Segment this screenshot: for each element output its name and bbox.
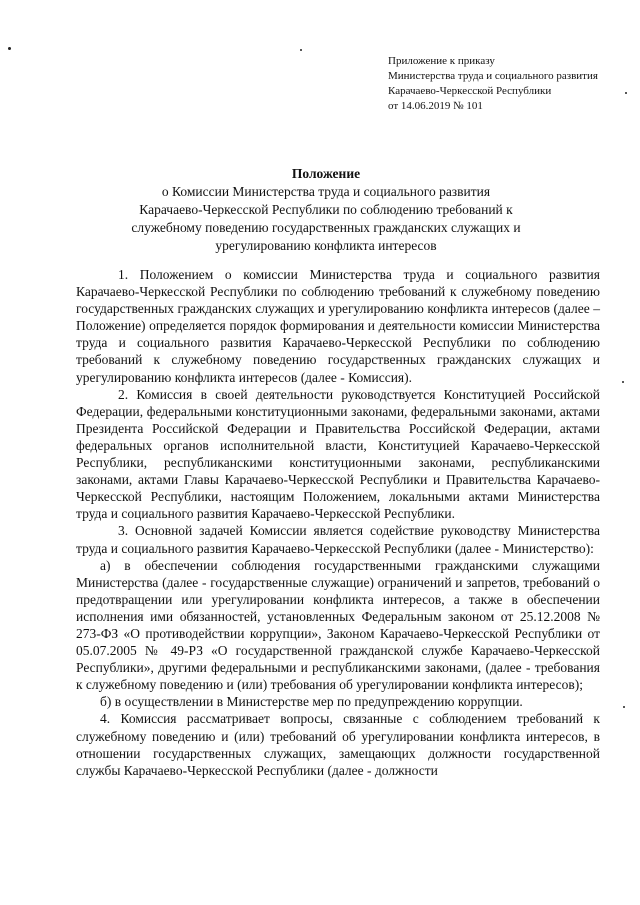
scan-mark (300, 49, 302, 51)
attachment-note (388, 54, 628, 114)
paragraph: 4. Комиссия рассматривает вопросы, связанные с соблюдением требований к служебному поведению и (или) требований об урегулировании конфликта интересов, в отношении государственных служащих, замещающих должности государственной службы Карачаево-Черкесской Республики (далее - должности (76, 711, 600, 778)
paragraph: 1. Положением о комиссии Министерства труда и социального развития Карачаево-Черкесской Республики по соблюдению требований к служебному поведению государственных гражданских служащих и урегулированию конфликта интересов (далее – Положение) определяется порядок формирования и деятельности комиссии Министерства труда и социального развития Карачаево-Черкесской Республики по соблюдению требований к служебному поведению государственных гражданских служащих и урегулированию конфликта интересов (далее - Комиссия). (76, 267, 600, 385)
scan-mark (8, 47, 11, 50)
attachment-line: Министерства труда и социального развития (388, 70, 598, 82)
paragraph: 3. Основной задачей Комиссии является содействие руководству Министерства труда и социального развития Карачаево-Черкесской Республики (далее - Министерство): (76, 523, 600, 556)
attachment-line: Приложение к приказу (388, 55, 495, 67)
paragraph: а) в обеспечении соблюдения государственными гражданскими служащими Министерства (далее - государственные служащие) ограничений и запретов, требований о предотвращении или урегулировании конфликта интересов, а также в обеспечении исполнения ими обязанностей, установленных Федеральным законом от 25.12.2008 № 273-ФЗ «О противодействии коррупции», Законом Карачаево-Черкесской Республики от 05.07.2005 № 49-РЗ «О государственной гражданской службе Карачаево-Черкесской Республики», другими федеральными и республиканскими законами, (далее - требования к служебному поведению и (или) требования об урегулировании конфликта интересов); (76, 557, 600, 693)
scan-mark (623, 706, 625, 708)
scan-mark (622, 381, 624, 383)
paragraph: б) в осуществлении в Министерстве мер по предупреждению коррупции. (100, 694, 523, 710)
attachment-line: от 14.06.2019 № 101 (388, 100, 483, 112)
attachment-line: Карачаево-Черкесской Республики (388, 85, 552, 97)
title-line: Карачаево-Черкесской Республики по соблюдению требований к (139, 202, 513, 217)
document-body (76, 266, 600, 779)
document-title: Положение (291, 166, 361, 181)
title-line: о Комиссии Министерства труда и социального развития (161, 184, 491, 199)
paragraph: 2. Комиссия в своей деятельности руководствуется Конституцией Российской Федерации, федеральными конституционными законами, федеральными законами, актами Президента Российской Федерации и Правительства Российской Федерации, актами федеральных органов исполнительной власти, Конституцией Карачаево-Черкесской Республики, республиканскими конституционными законами, республиканскими законами, актами Главы Карачаево-Черкесской Республики и Правительства Карачаево-Черкесской Республики, настоящим Положением, локальными актами Министерства труда и социального развития Карачаево-Черкесской Республики. (76, 386, 600, 522)
document-title-block (56, 165, 596, 255)
title-line: урегулированию конфликта интересов (215, 238, 437, 253)
title-line: служебному поведению государственных гражданских служащих и (131, 220, 521, 235)
